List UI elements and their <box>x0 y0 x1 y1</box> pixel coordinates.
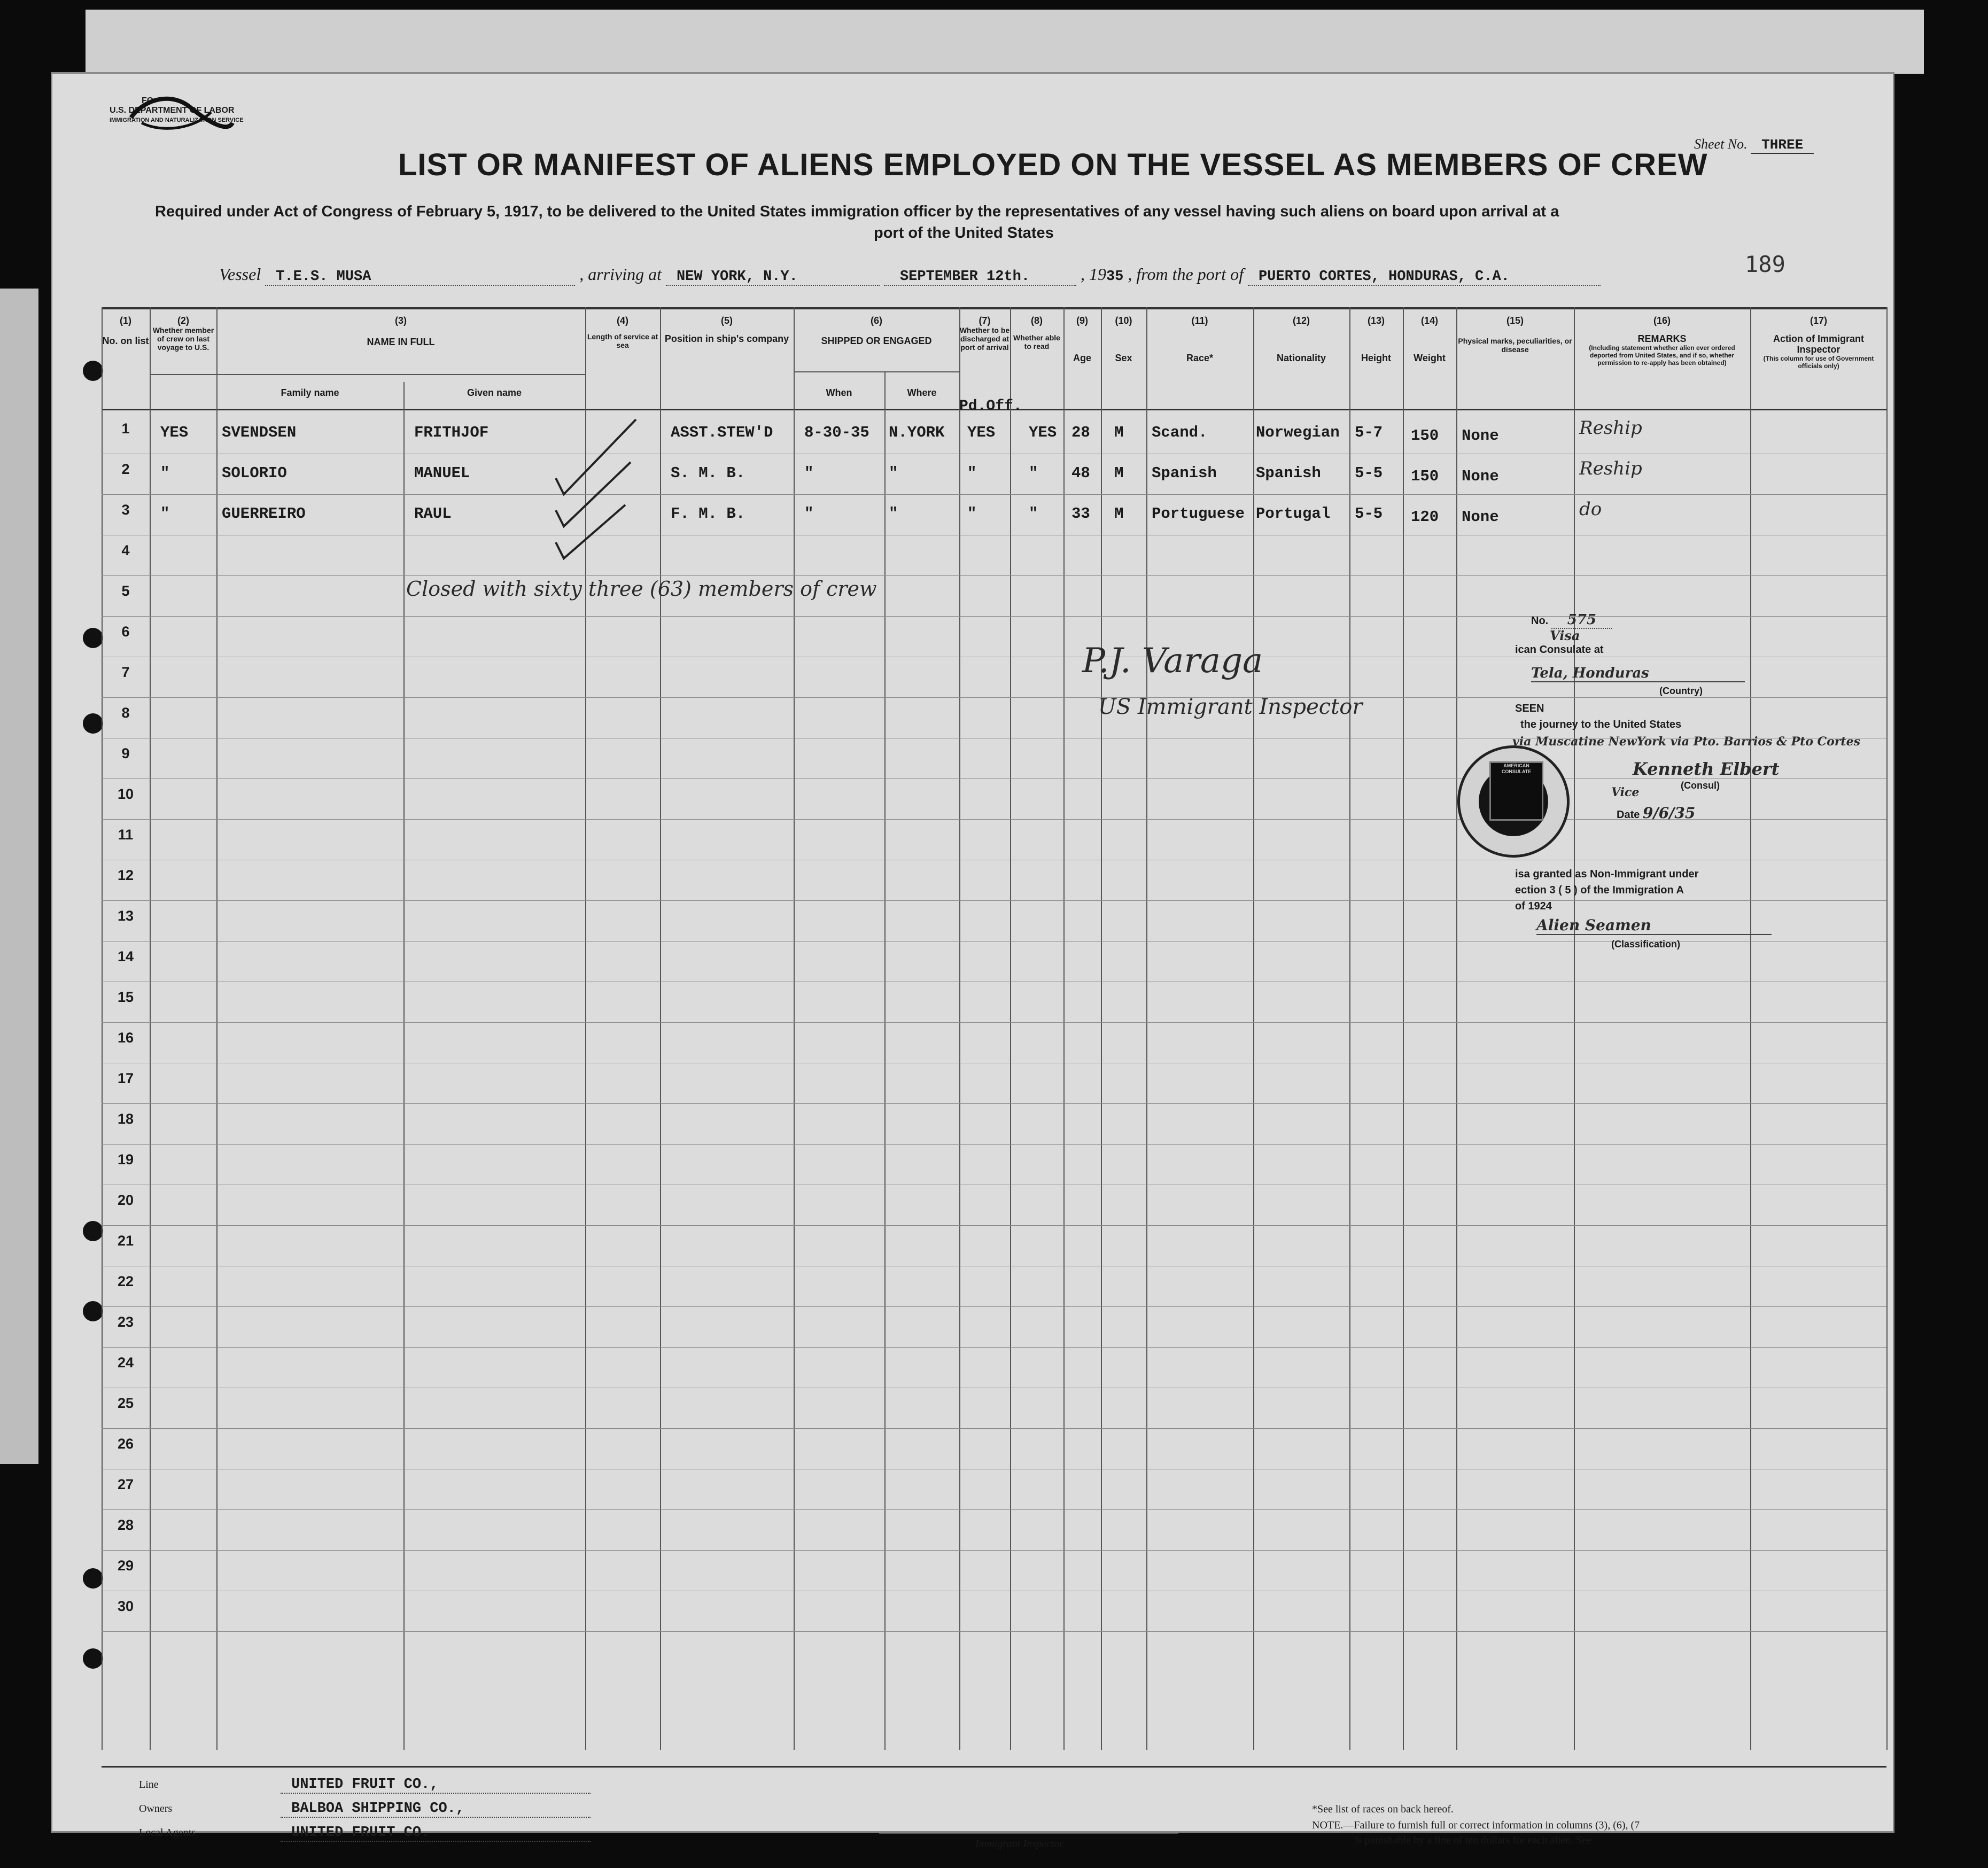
row-number: 21 <box>117 1233 134 1249</box>
inspector-title: US Immigrant Inspector <box>1098 695 1363 719</box>
crew-given-name: MANUEL <box>414 464 470 482</box>
crew-weight: 120 <box>1411 508 1439 526</box>
from-label: , from the port of <box>1128 264 1244 284</box>
year-value: 35 <box>1106 269 1124 285</box>
col-border <box>1349 307 1350 1750</box>
col-border <box>1101 307 1102 1750</box>
back-sheet <box>86 10 1924 74</box>
footer-owners-value: BALBOA SHIPPING CO., <box>281 1801 591 1818</box>
col-num: (9) <box>1076 315 1088 326</box>
col-num: (17) <box>1810 315 1827 326</box>
visa-word: Visa <box>1550 628 1580 643</box>
table-top-border <box>102 307 1886 309</box>
row-line <box>102 1103 1886 1104</box>
col-header-weight <box>1403 315 1456 363</box>
visa-date-label: Date <box>1617 809 1640 821</box>
col-label: No. on list <box>102 336 149 346</box>
col-border <box>216 307 218 1750</box>
col-border <box>660 307 661 1750</box>
row-number: 7 <box>121 664 130 680</box>
row-number: 15 <box>117 989 134 1005</box>
col-header-discharged <box>959 315 1010 352</box>
row-number: 2 <box>121 461 130 477</box>
row-number: 13 <box>117 908 134 924</box>
col-header-name <box>216 315 585 347</box>
manifest-page <box>51 72 1894 1850</box>
col-label: Length of service at sea <box>587 332 658 349</box>
row-line <box>102 1306 1886 1307</box>
col-label: Whether able to read <box>1013 333 1060 351</box>
crew-height: 5-7 <box>1355 424 1383 441</box>
col-header-given: Given name <box>467 387 522 398</box>
visa-journey-label: the journey to the United States <box>1520 719 1682 730</box>
col-header-last-voyage <box>151 315 215 352</box>
row-number: 6 <box>121 624 130 640</box>
col-num: (15) <box>1506 315 1524 326</box>
crew-race: Scand. <box>1152 424 1208 441</box>
col-label: Nationality <box>1276 353 1326 363</box>
crew-position: F. M. B. <box>671 505 746 523</box>
crew-age: 33 <box>1071 505 1090 523</box>
crew-physical-marks: None <box>1462 468 1499 485</box>
crew-age: 48 <box>1071 464 1090 482</box>
row-line <box>102 1631 1886 1632</box>
row-number: 28 <box>117 1517 134 1533</box>
crew-sex: M <box>1114 505 1124 523</box>
crew-race: Portuguese <box>1152 505 1245 523</box>
crew-family-name: SVENDSEN <box>222 424 297 441</box>
footer-line-value: UNITED FRUIT CO., <box>281 1777 591 1794</box>
form-id-line: IMMIGRATION AND NATURALIZATION SERVICE <box>110 117 244 123</box>
seal-text: AMERICAN CONSULATE <box>1501 763 1532 774</box>
visa-no-label: No. <box>1531 615 1549 627</box>
visa-no-value: 575 <box>1551 612 1612 629</box>
crew-able-to-read: " <box>1029 464 1038 482</box>
row-number: 29 <box>117 1558 134 1574</box>
col-header-marks <box>1457 315 1573 354</box>
row-number: 10 <box>117 786 134 802</box>
visa-seen-label: SEEN <box>1515 703 1544 714</box>
crew-height: 5-5 <box>1355 464 1383 482</box>
row-number: 9 <box>121 745 130 761</box>
visa-date-value: 9/6/35 <box>1642 804 1696 822</box>
sheet-number <box>1694 136 1814 153</box>
row-number: 12 <box>117 867 134 883</box>
header-sub-border <box>794 371 959 372</box>
col-header-sex <box>1101 315 1146 363</box>
note-line2: is punishable by a fine of ten dollars for each alien. See <box>1355 1834 1592 1846</box>
footer-line-label: Line <box>139 1779 159 1791</box>
col-header-read <box>1011 315 1062 351</box>
crew-shipped-when: " <box>804 464 814 482</box>
col-border <box>794 307 795 1750</box>
footer-divider <box>102 1766 1886 1768</box>
visa-no <box>1531 612 1612 628</box>
footer-owners-label: Owners <box>139 1803 173 1815</box>
row-number: 30 <box>117 1598 134 1614</box>
visa-journey-value: via Muscatine NewYork via Pto. Barrios & Pto Cortes <box>1512 735 1860 749</box>
voyage-line <box>219 264 1601 286</box>
visa-block <box>1456 601 1860 1018</box>
row-number: 17 <box>117 1070 134 1086</box>
crew-nationality: Norwegian <box>1256 424 1340 441</box>
col-num: (5) <box>721 315 733 326</box>
row-number: 25 <box>117 1395 134 1411</box>
col-border <box>1063 307 1065 1750</box>
col-num: (6) <box>871 315 882 326</box>
crew-last-voyage: " <box>160 464 170 482</box>
sheet-value: THREE <box>1751 137 1814 154</box>
crew-physical-marks: None <box>1462 508 1499 526</box>
col-num: (13) <box>1367 315 1385 326</box>
footer-owners <box>139 1801 591 1818</box>
col-border <box>1456 307 1457 1750</box>
col-header-remarks <box>1575 315 1749 367</box>
crew-physical-marks: None <box>1462 427 1499 445</box>
footer-agents-label: Local Agents <box>139 1827 196 1839</box>
crew-able-to-read: YES <box>1029 424 1057 441</box>
consul-signature: Kenneth Elbert <box>1633 759 1780 779</box>
vessel-label: Vessel <box>219 264 261 284</box>
crew-nationality: Spanish <box>1256 464 1321 482</box>
col-label: Physical marks, peculiarities, or disease <box>1458 337 1572 354</box>
col-border <box>884 371 886 1750</box>
row-number: 3 <box>121 502 130 518</box>
col-header-age <box>1063 315 1101 363</box>
col-label: Weight <box>1414 353 1446 363</box>
consulate-seal <box>1457 745 1570 858</box>
col-label: Whether to be discharged at port of arrival <box>959 326 1010 352</box>
inspector-signature: P.J. Varaga <box>1082 641 1263 681</box>
row-number: 26 <box>117 1436 134 1452</box>
col-num: (8) <box>1031 315 1043 326</box>
col-header-height <box>1349 315 1403 363</box>
binder-hole <box>83 1221 103 1241</box>
classification-label: (Classification) <box>1611 939 1681 949</box>
row-line <box>102 494 1886 495</box>
row-line <box>102 1022 1886 1023</box>
crew-nationality: Portugal <box>1256 505 1331 523</box>
col-num: (4) <box>617 315 628 326</box>
row-line <box>102 1144 1886 1145</box>
col-num: (2) <box>177 315 189 326</box>
crew-remarks: Reship <box>1579 458 1642 479</box>
col-border <box>959 307 960 1750</box>
crew-discharged: YES <box>967 424 996 441</box>
from-value: PUERTO CORTES, HONDURAS, C.A. <box>1248 269 1601 286</box>
visa-country-label: (Country) <box>1659 686 1703 696</box>
crew-shipped-where: " <box>889 464 898 482</box>
col-header-where: Where <box>907 387 937 398</box>
crew-shipped-when: 8-30-35 <box>804 424 869 441</box>
col-border <box>1886 307 1888 1750</box>
crew-race: Spanish <box>1152 464 1217 482</box>
col-num: (7) <box>979 315 991 326</box>
binder-hole <box>83 1568 103 1589</box>
row-number: 1 <box>121 421 130 437</box>
footer-agents-value: UNITED FRUIT CO. <box>281 1825 591 1842</box>
col-sublabel: (Including statement whether alien ever ordered deported from United States, and if so, whether permission to re-apply has been obtained) <box>1589 344 1735 367</box>
crew-position: ASST.STEW'D <box>671 424 773 441</box>
crew-remarks: Reship <box>1579 417 1642 439</box>
form-title: LIST OR MANIFEST OF ALIENS EMPLOYED ON THE VESSEL AS MEMBERS OF CREW <box>398 147 1708 182</box>
form-subtitle: Required under Act of Congress of February 5, 1917, to be delivered to the United States immigration officer by the representatives of any vessel having such aliens on board upon arrival at a <box>155 203 1559 220</box>
col-border <box>403 382 405 1750</box>
arriving-value: NEW YORK, N.Y. <box>666 269 880 286</box>
crew-given-name: FRITHJOF <box>414 424 489 441</box>
row-line <box>102 1428 1886 1429</box>
crew-discharged: " <box>967 505 977 523</box>
footer-agents <box>139 1825 591 1842</box>
row-number: 19 <box>117 1151 134 1168</box>
col-header-position <box>661 315 793 344</box>
col-num: (12) <box>1292 315 1310 326</box>
date-value: SEPTEMBER 12th. <box>884 269 1076 286</box>
col-num: (11) <box>1191 315 1208 326</box>
vessel-value: T.E.S. MUSA <box>265 269 575 286</box>
col-header-action <box>1751 315 1886 370</box>
header-sub-border <box>150 374 585 375</box>
visa-consulate-label: ican Consulate at <box>1515 644 1604 656</box>
row-number: 14 <box>117 948 134 964</box>
binder-hole <box>83 628 103 648</box>
row-number: 4 <box>121 542 130 558</box>
year-prefix: , 19 <box>1080 264 1106 284</box>
crew-shipped-where: N.YORK <box>889 424 945 441</box>
granted-line3: of 1924 <box>1515 900 1552 912</box>
col-header-service <box>586 315 659 349</box>
col-border <box>1403 307 1404 1750</box>
crew-given-name: RAUL <box>414 505 452 523</box>
arriving-label: , arriving at <box>579 264 662 284</box>
col-num: (3) <box>395 315 407 326</box>
col-label: Whether member of crew on last voyage to U.S. <box>152 326 214 352</box>
row-number: 20 <box>117 1192 134 1208</box>
inspector-label: Immigrant Inspector. <box>975 1838 1065 1850</box>
binder-hole <box>83 1648 103 1669</box>
row-line <box>102 1347 1886 1348</box>
form-subtitle-line2: port of the United States <box>874 224 1054 242</box>
left-edge-strip <box>0 289 38 1464</box>
classification-value: Alien Seamen <box>1536 916 1772 935</box>
crew-sex: M <box>1114 464 1124 482</box>
col-border <box>1253 307 1254 1750</box>
col-num: (10) <box>1115 315 1132 326</box>
col-border <box>1146 307 1147 1750</box>
col-border <box>1750 307 1751 1750</box>
row-line <box>102 1550 1886 1551</box>
form-id-line: FO <box>142 96 154 105</box>
col-border <box>1574 307 1575 1750</box>
crew-last-voyage: " <box>160 505 170 523</box>
visa-date <box>1617 804 1695 822</box>
crew-family-name: SOLORIO <box>222 464 287 482</box>
col-label: Action of Immigrant Inspector <box>1773 333 1864 355</box>
crew-able-to-read: " <box>1029 505 1038 523</box>
row-number: 24 <box>117 1355 134 1371</box>
col-header-no <box>102 315 150 346</box>
col-sublabel: (This column for use of Government officials only) <box>1763 355 1874 370</box>
col-num: (16) <box>1653 315 1671 326</box>
crew-age: 28 <box>1071 424 1090 441</box>
crew-weight: 150 <box>1411 427 1439 445</box>
col-label: NAME IN FULL <box>367 337 435 347</box>
visa-consulate-value: Tela, Honduras <box>1531 665 1745 682</box>
col-header-race <box>1146 315 1253 363</box>
binder-hole <box>83 1301 103 1321</box>
col-label: Age <box>1073 353 1091 363</box>
col-label: SHIPPED OR ENGAGED <box>821 336 932 346</box>
row-number: 8 <box>121 705 130 721</box>
col-label: Position in ship's company <box>664 333 789 344</box>
crew-height: 5-5 <box>1355 505 1383 523</box>
col-header-family: Family name <box>281 387 339 398</box>
row-number: 16 <box>117 1030 134 1046</box>
row-number: 5 <box>121 583 130 599</box>
col-header-when: When <box>826 387 852 398</box>
col-num: (14) <box>1420 315 1438 326</box>
col-label: REMARKS <box>1637 333 1687 344</box>
seal-stamp-box <box>1489 761 1543 821</box>
row-line <box>102 575 1886 576</box>
col-header-shipped <box>794 315 959 346</box>
col-border <box>150 307 151 1750</box>
crew-family-name: GUERREIRO <box>222 505 306 523</box>
row-number: 23 <box>117 1314 134 1330</box>
crew-weight: 150 <box>1411 468 1439 485</box>
sheet-label: Sheet No. <box>1694 136 1748 152</box>
crew-sex: M <box>1114 424 1124 441</box>
col-header-nationality <box>1253 315 1349 363</box>
row-number: 11 <box>118 827 134 843</box>
crew-shipped-where: " <box>889 505 898 523</box>
col-label: Height <box>1361 353 1391 363</box>
col-label: Race* <box>1186 353 1214 363</box>
crew-position: S. M. B. <box>671 464 746 482</box>
crew-discharged: " <box>967 464 977 482</box>
consul-label: (Consul) <box>1681 780 1720 791</box>
col-num: (1) <box>120 315 131 326</box>
row-number: 18 <box>117 1111 134 1127</box>
col7-note: Pd.Off. <box>959 398 1022 415</box>
crew-shipped-when: " <box>804 505 814 523</box>
note-line1: NOTE.—Failure to furnish full or correct information in columns (3), (6), (7 <box>1312 1819 1640 1831</box>
form-id-line: U.S. DEPARTMENT OF LABOR <box>110 106 235 115</box>
handwritten-scribble <box>126 91 243 139</box>
row-number: 22 <box>117 1273 134 1289</box>
binder-hole <box>83 713 103 734</box>
binder-hole <box>83 361 103 381</box>
col-label: Sex <box>1115 353 1132 363</box>
col-border <box>102 307 103 1750</box>
checkmarks <box>550 414 657 564</box>
crew-remarks: do <box>1579 499 1602 520</box>
inspector-sign-line <box>879 1833 1178 1834</box>
row-number: 27 <box>117 1476 134 1492</box>
granted-line1: isa granted as Non-Immigrant under <box>1515 868 1699 880</box>
vice-label: Vice <box>1611 785 1640 799</box>
row-line <box>102 1509 1886 1510</box>
page-number: 189 <box>1745 251 1785 277</box>
race-note: *See list of races on back hereof. <box>1312 1803 1454 1815</box>
row-line <box>102 1225 1886 1226</box>
col-border <box>1010 307 1011 1750</box>
footer-line <box>139 1777 591 1794</box>
closed-note: Closed with sixty three (63) members of crew <box>406 577 877 601</box>
crew-last-voyage: YES <box>160 424 189 441</box>
granted-line2: ection 3 ( 5 ) of the Immigration A <box>1515 884 1684 896</box>
